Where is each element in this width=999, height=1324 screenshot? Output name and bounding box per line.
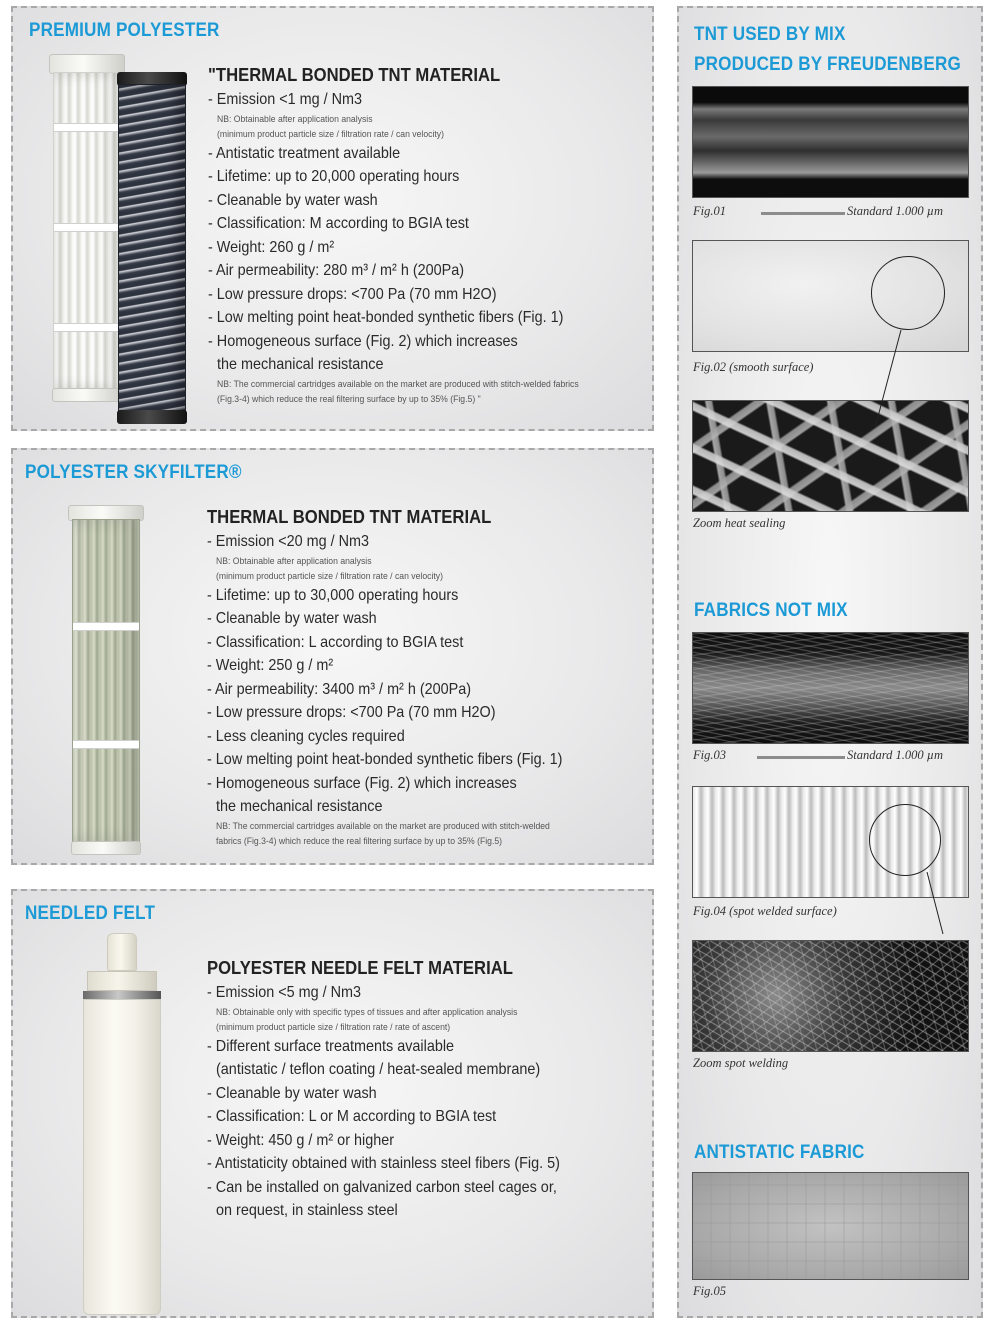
spec-item: - Low pressure drops: <700 Pa (70 mm H2O) (208, 285, 497, 303)
spec-item: - Low melting point heat-bonded synthetic fibers (Fig. 1) (208, 309, 564, 326)
spec-item: - Homogeneous surface (Fig. 2) which increases (208, 332, 518, 350)
scale-bar (761, 212, 845, 215)
spec-item: (antistatic / teflon coating / heat-sealed membrane) (216, 1061, 541, 1078)
zoom-heat-caption: Zoom heat sealing (693, 516, 786, 530)
fig03-standard: Standard 1.000 µm (847, 748, 943, 762)
spec-item: the mechanical resistance (217, 356, 384, 373)
spec-item: - Weight: 260 g / m² (208, 238, 335, 256)
mix-title-line1: TNT USED BY MIX (694, 24, 846, 45)
fig03-caption: Fig.03 (693, 748, 726, 762)
premium-text (208, 64, 620, 407)
premium-white-cartridge (51, 54, 123, 402)
zoom-circle (871, 256, 945, 330)
spec-item: - Air permeability: 3400 m³ / m² h (200Pa) (207, 680, 472, 698)
spec-item: - Can be installed on galvanized carbon steel cages or, (207, 1178, 557, 1196)
fig05-image (692, 1172, 969, 1280)
zoom-spot-caption: Zoom spot welding (693, 1056, 789, 1070)
spec-item: - Homogeneous surface (Fig. 2) which increases (207, 774, 517, 792)
skyfilter-cartridge (70, 505, 142, 855)
zoom-spot-image (692, 940, 969, 1052)
spec-item: - Weight: 250 g / m² (207, 657, 334, 674)
spec-item: - Antistaticity obtained with stainless steel fibers (Fig. 5) (207, 1155, 560, 1172)
spec-item: - Emission <5 mg / Nm3 (207, 984, 362, 1001)
spec-item: - Emission <1 mg / Nm3 (208, 91, 363, 108)
spec-item: - Weight: 450 g / m² or higher (207, 1131, 395, 1149)
spec-note: NB: Obtainable after application analysis (217, 113, 373, 125)
fig01-caption: Fig.01 (693, 204, 726, 218)
fig02-caption: Fig.02 (smooth surface) (693, 360, 814, 374)
not-mix-title: FABRICS NOT MIX (694, 600, 848, 621)
spec-item: - Lifetime: up to 20,000 operating hours (208, 168, 460, 185)
spec-note: (minimum product particle size / filtration rate / can velocity) (216, 570, 443, 582)
spec-item: - Lifetime: up to 30,000 operating hours (207, 586, 459, 604)
spec-item: on request, in stainless steel (216, 1202, 398, 1219)
spec-item: - Low pressure drops: <700 Pa (70 mm H2O) (207, 704, 496, 721)
fig05-caption: Fig.05 (693, 1284, 726, 1298)
panel-premium-polyester (11, 6, 654, 431)
scale-bar (757, 756, 845, 759)
felt-heading: POLYESTER NEEDLE FELT MATERIAL (207, 957, 513, 978)
spec-note: NB: Obtainable after application analysis (216, 555, 372, 567)
fig01-standard: Standard 1.000 µm (847, 204, 943, 218)
spec-item: - Cleanable by water wash (208, 191, 378, 209)
section-title: NEEDLED FELT (25, 903, 156, 924)
fig03-image (692, 632, 969, 744)
spec-item: - Emission <20 mg / Nm3 (207, 533, 370, 550)
spec-item: - Cleanable by water wash (207, 610, 377, 627)
spec-note: NB: The commercial cartridges available on the market are produced with stitch-welded (216, 820, 550, 832)
spec-note: (minimum product particle size / filtration rate / can velocity) (217, 128, 444, 140)
section-title: POLYESTER SKYFILTER® (25, 462, 242, 483)
skyfilter-heading: THERMAL BONDED TNT MATERIAL (207, 506, 492, 527)
spec-item: - Antistatic treatment available (208, 144, 401, 162)
zoom-circle (869, 804, 941, 876)
spec-note: fabrics (Fig.3-4) which reduce the real filtering surface by up to 35% (Fig.5) (216, 835, 503, 847)
felt-text (207, 957, 599, 1223)
antistatic-title: ANTISTATIC FABRIC (694, 1142, 865, 1163)
spec-note: NB: The commercial cartridges available on the market are produced with stitch-welded fabrics (217, 378, 579, 390)
spec-item: - Less cleaning cycles required (207, 727, 405, 745)
spec-item: - Classification: L or M according to BGIA test (207, 1108, 497, 1125)
fig01-image (692, 86, 969, 198)
section-title: PREMIUM POLYESTER (29, 20, 220, 41)
spec-item: - Classification: M according to BGIA test (208, 215, 469, 232)
spec-note: NB: Obtainable only with specific types of tissues and after application analysis (216, 1006, 518, 1018)
zoom-heat-image (692, 400, 969, 512)
panel-polyester-skyfilter (11, 448, 654, 865)
fig04-caption: Fig.04 (spot welded surface) (693, 904, 837, 918)
spec-item: - Low melting point heat-bonded synthetic fibers (Fig. 1) (207, 751, 563, 768)
spec-item: the mechanical resistance (216, 798, 383, 815)
premium-heading: "THERMAL BONDED TNT MATERIAL (208, 64, 501, 85)
premium-dark-cartridge (115, 72, 189, 424)
panel-needled-felt (11, 889, 654, 1318)
spec-item: - Cleanable by water wash (207, 1084, 377, 1102)
spec-item: - Air permeability: 280 m³ / m² h (200Pa) (208, 262, 465, 279)
spec-item: - Classification: L according to BGIA test (207, 633, 464, 651)
spec-item: - Different surface treatments available (207, 1037, 455, 1055)
spec-note: (Fig.3-4) which reduce the real filtering surface by up to 35% (Fig.5) " (217, 393, 481, 405)
panel-fabric-comparison (677, 6, 983, 1318)
skyfilter-text (207, 506, 602, 849)
mix-title-line2: PRODUCED BY FREUDENBERG (694, 54, 962, 75)
felt-bag-filter (75, 933, 171, 1317)
spec-note: (minimum product particle size / filtration rate / rate of ascent) (216, 1021, 451, 1033)
